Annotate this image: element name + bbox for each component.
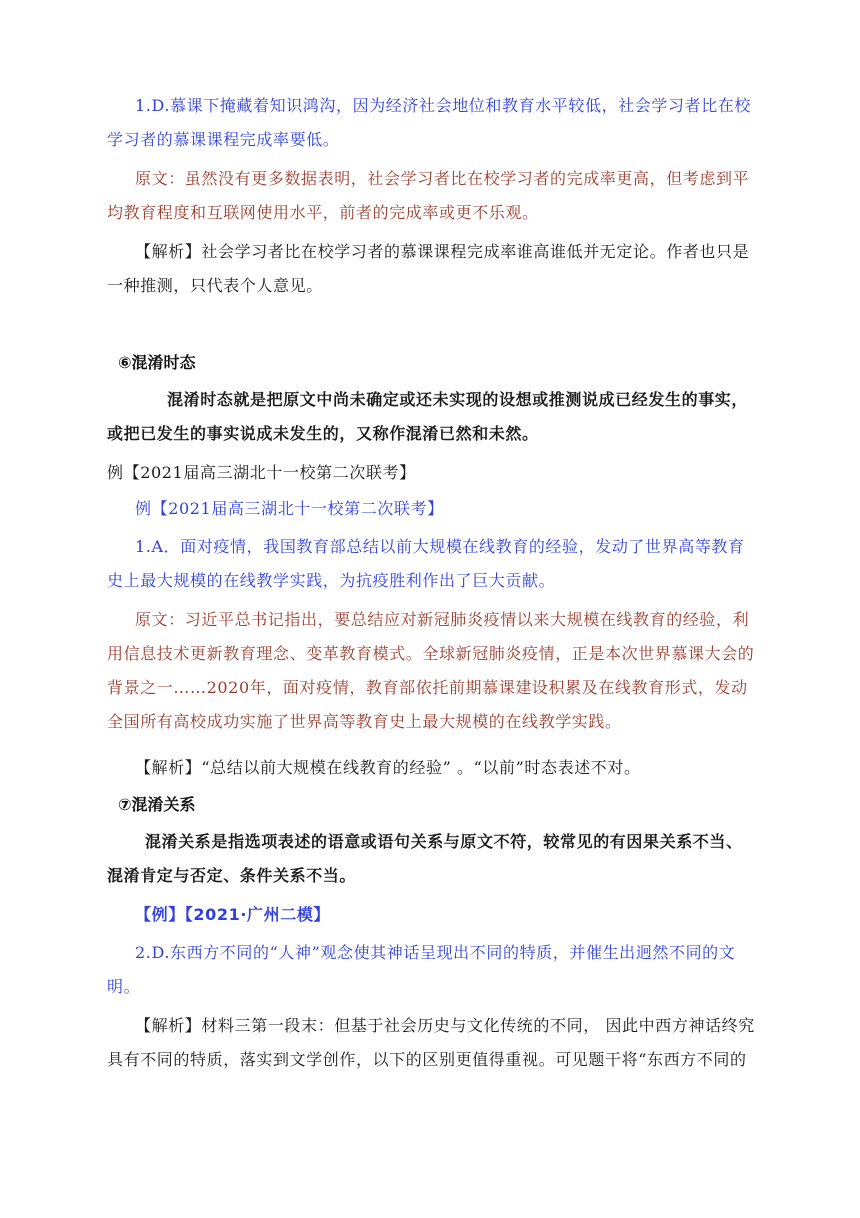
definition-mixed-relation: 混淆关系是指选项表述的语意或语句关系与原文不符，较常见的有因果关系不当、混淆肯定与否定、条件关系不当。: [107, 832, 743, 885]
analysis-3: 【解析】材料三第一段末：但基于社会历史与文化传统的不同， 因此中西方神话终究具有不同的特质，落实到文学创作，以下的区别更值得重视。可见题干将“东西方不同的: [107, 1016, 755, 1069]
analysis-2: 【解析】“总结以前大规模在线教育的经验” 。“以前”时态表述不对。: [135, 758, 641, 777]
original-text-1: 原文：虽然没有更多数据表明，社会学习者比在校学习者的完成率更高，但考虑到平均教育程度和互联网使用水平，前者的完成率或更不乐观。: [107, 169, 750, 222]
option-1d: 1.D.慕课下掩藏着知识鸿沟，因为经济社会地位和教育水平较低，社会学习者比在校学习者的慕课课程完成率要低。: [107, 96, 752, 149]
example-source-3: 【例】【2021·广州二模】: [135, 905, 331, 924]
definition-mixed-tense: 混淆时态就是把原文中尚未确定或还未实现的设想或推测说成已经发生的事实，或把已发生的事实说成未发生的，又称作混淆已然和未然。: [107, 390, 749, 443]
original-text-2: 原文：习近平总书记指出，要总结应对新冠肺炎疫情以来大规模在线教育的经验，利用信息技术更新教育理念、变革教育模式。全球新冠肺炎疫情，正是本次世界慕课大会的背景之一……2020年，面对疫情，教育部依托前期慕课建设积累及在线教育形式，发动全国所有高校成功实施了世界高等教育史上最大规模的在线教学实践。: [107, 610, 755, 731]
example-source-1: 例【2021届高三湖北十一校第二次联考】: [107, 463, 416, 482]
example-source-2: 例【2021届高三湖北十一校第二次联考】: [135, 499, 444, 518]
heading-mixed-relation: ⑦混淆关系: [118, 795, 196, 814]
analysis-1: 【解析】社会学习者比在校学习者的慕课课程完成率谁高谁低并无定论。作者也只是一种推测，只代表个人意见。: [107, 242, 750, 295]
heading-mixed-tense: ⑥混淆时态: [118, 353, 196, 372]
option-1a: 1.A．面对疫情，我国教育部总结以前大规模在线教育的经验，发动了世界高等教育史上最大规模的在线教学实践，为抗疫胜利作出了巨大贡献。: [107, 537, 745, 590]
option-2d: 2.D.东西方不同的“人神”观念使其神话呈现出不同的特质，并催生出迥然不同的文明。: [107, 943, 736, 996]
